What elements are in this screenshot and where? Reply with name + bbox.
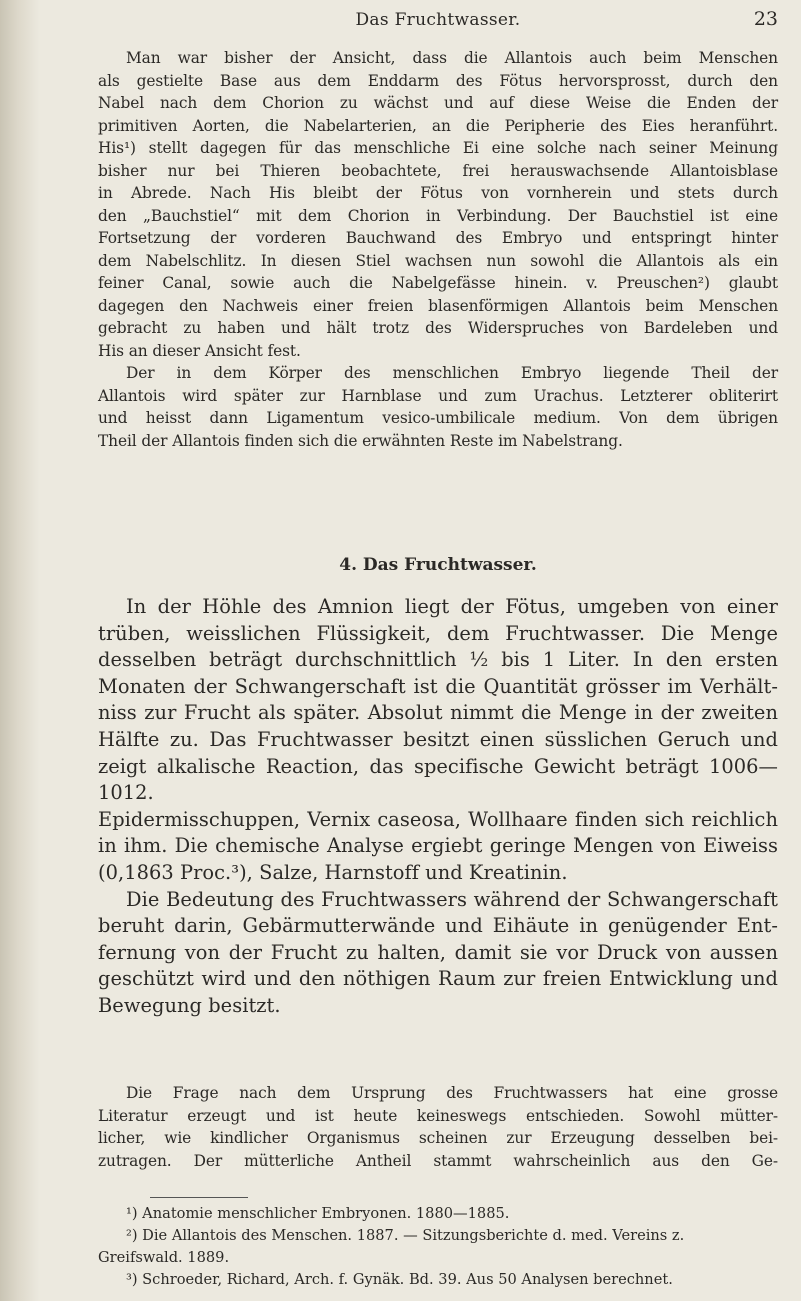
text-line: den „Bauchstiel“ mit dem Chorion in Verbindung. Der Bauchstiel ist eine [98,206,778,225]
footnote: ¹) Anatomie menschlicher Embryonen. 1880—1885. [126,1205,510,1222]
text-line: in ihm. Die chemische Analyse ergiebt geringe Mengen von Eiweiss [98,834,778,858]
section-heading: 4. Das Fruchtwasser. [339,555,537,575]
text-line: desselben beträgt durchschnittlich ½ bis 1 Liter. In den ersten [98,648,778,672]
text-line: (0,1863 Proc.³), Salze, Harnstoff und Kreatinin. [98,860,568,884]
allantois-text [98,47,778,452]
text-line: Hälfte zu. Das Fruchtwasser besitzt einen süsslichen Geruch und [98,727,778,751]
text-line: zeigt alkalische Reaction, das specifische Gewicht beträgt 1006—1012. [98,754,778,805]
text-line: Man war bisher der Ansicht, dass die Allantois auch beim Menschen [126,49,778,67]
footnote: ²) Die Allantois des Menschen. 1887. — Sitzungsberichte d. med. Vereins z. [126,1227,685,1244]
text-line: licher, wie kindlicher Organismus scheinen zur Erzeugung desselben bei- [98,1129,778,1147]
text-line: gebracht zu haben und hält trotz des Widerspruches von Bardeleben und [98,319,778,337]
text-line: bisher nur bei Thieren beobachtete, frei herauswachsende Allantoisblase [98,161,778,180]
text-line: als gestielte Base aus dem Enddarm des Fötus hervorsprosst, durch den [98,71,778,90]
text-line: Literatur erzeugt und ist heute keineswegs entschieden. Sowohl mütter- [98,1106,778,1125]
text-line: niss zur Frucht als später. Absolut nimmt die Menge in der zweiten [98,701,778,725]
ursprung-text [98,1082,778,1172]
text-line: Der in dem Körper des menschlichen Embryo liegende Theil der [126,364,778,382]
text-line: dem Nabelschlitz. In diesen Stiel wachsen nun sowohl die Allantois als ein [98,251,778,270]
text-line: zutragen. Der mütterliche Antheil stammt wahrscheinlich aus den Ge- [98,1151,778,1170]
text-line: in Abrede. Nach His bleibt der Fötus von vornherein und stets durch [98,184,778,202]
page-number: 23 [753,8,778,30]
text-line: Nabel nach dem Chorion zu wächst und auf diese Weise die Enden der [98,94,778,112]
text-line: feiner Canal, sowie auch die Nabelgefässe hinein. v. Preuschen²) glaubt [98,274,778,292]
text-line: geschützt wird und den nöthigen Raum zur freien Entwicklung und [98,967,778,991]
text-line: Die Bedeutung des Fruchtwassers während der Schwangerschaft [126,887,778,911]
footnote: ³) Schroeder, Richard, Arch. f. Gynäk. Bd. 39. Aus 50 Analysen berechnet. [126,1271,673,1288]
text-line: Theil der Allantois finden sich die erwähnten Reste im Nabelstrang. [98,431,623,450]
binding-shadow [0,0,40,1301]
text-line: In der Höhle des Amnion liegt der Fötus, umgeben von einer [126,595,778,618]
text-line: Monaten der Schwangerschaft ist die Quantität grösser im Verhält- [98,674,778,698]
text-line: trüben, weisslichen Flüssigkeit, dem Fruchtwasser. Die Menge [98,621,778,645]
running-head [98,8,778,36]
text-line: dagegen den Nachweis einer freien blasenförmigen Allantois beim Menschen [98,296,778,315]
text-line: Epidermisschuppen, Vernix caseosa, Wollhaare finden sich reichlich [98,807,778,831]
text-line: fernung von der Frucht zu halten, damit sie vor Druck von aussen [98,940,778,964]
footnote-rule [150,1197,248,1198]
text-line: und heisst dann Ligamentum vesico-umbilicale medium. Von dem übrigen [98,409,778,427]
text-line: primitiven Aorten, die Nabelarterien, an die Peripherie des Eies heranführt. [98,116,778,135]
fruchtwasser-text [98,594,778,1020]
running-title: Das Fruchtwasser. [355,10,521,30]
text-line: Bewegung besitzt. [98,993,281,1017]
footnote-continuation: Greifswald. 1889. [98,1249,230,1266]
text-line: Allantois wird später zur Harnblase und zum Urachus. Letzterer obliterirt [98,386,778,405]
text-line: His¹) stellt dagegen für das menschliche Ei eine solche nach seiner Meinung [98,139,778,157]
footnotes [98,1203,778,1291]
text-line: His an dieser Ansicht fest. [98,341,301,360]
text-line: Die Frage nach dem Ursprung des Fruchtwassers hat eine grosse [126,1084,778,1102]
text-line: Fortsetzung der vorderen Bauchwand des Embryo und entspringt hinter [98,229,778,247]
text-line: beruht darin, Gebärmutterwände und Eihäute in genügender Ent- [98,914,778,938]
